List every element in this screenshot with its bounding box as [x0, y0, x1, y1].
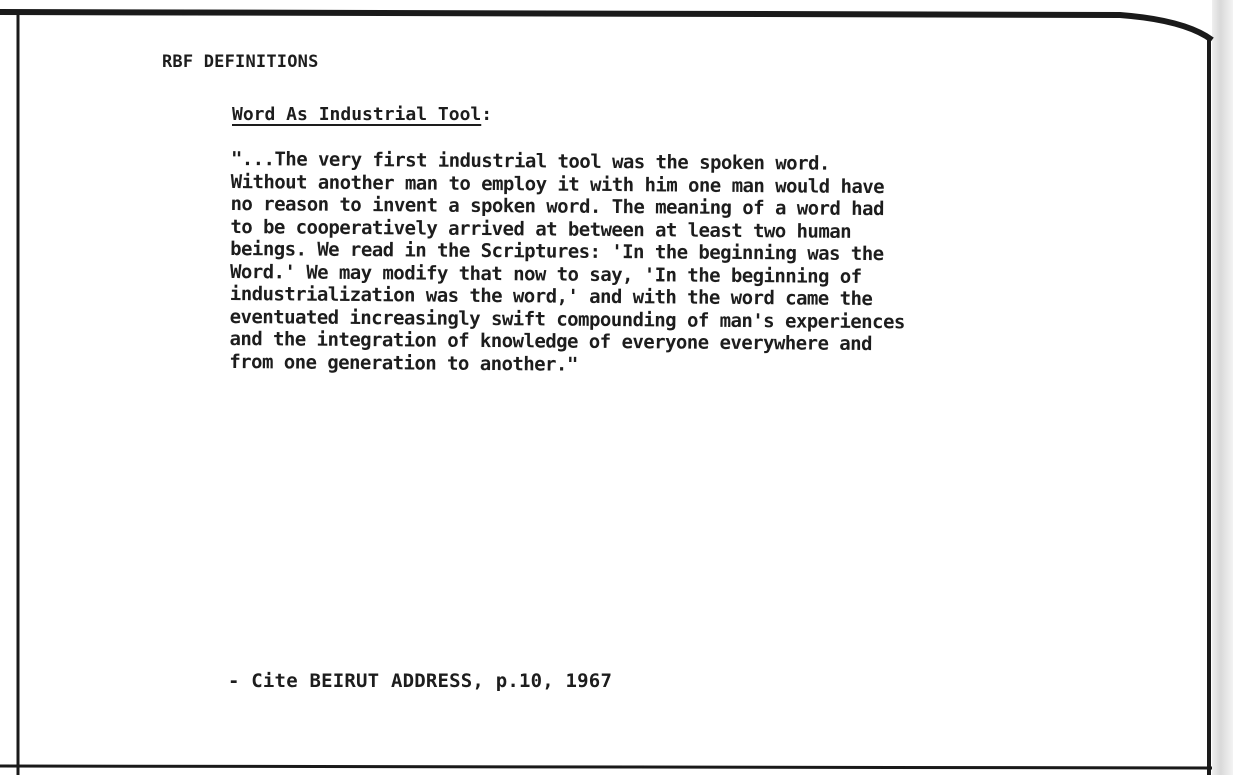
title-colon: :	[481, 104, 493, 125]
quote-line: Word.' We may modify that now to say, 'In the beginning of	[229, 260, 862, 288]
quote-block	[229, 148, 1131, 380]
quote-line: no reason to invent a spoken word. The meaning of a word had	[230, 192, 884, 221]
quote-line: beings. We read in the Scriptures: 'In the beginning was the	[230, 237, 884, 266]
citation: - Cite BEIRUT ADDRESS, p.10, 1967	[228, 670, 613, 692]
definition-title	[232, 104, 492, 125]
quote-line: from one generation to another."	[229, 350, 578, 376]
definition-title-text: Word As Industrial Tool	[232, 104, 482, 125]
quote-line: and the integration of knowledge of everyone everywhere and	[229, 327, 873, 356]
section-header: RBF DEFINITIONS	[162, 52, 319, 72]
quote-line: to be cooperatively arrived at between at least two human	[230, 215, 852, 243]
quote-line: industrialization was the word,' and with the word came the	[229, 282, 873, 311]
quote-line: "...The very first industrial tool was the spoken word.	[230, 148, 830, 175]
quote-line: eventuated increasingly swift compounding of man's experiences	[229, 305, 905, 333]
quote-line: Without another man to employ it with him one man would have	[230, 170, 885, 198]
